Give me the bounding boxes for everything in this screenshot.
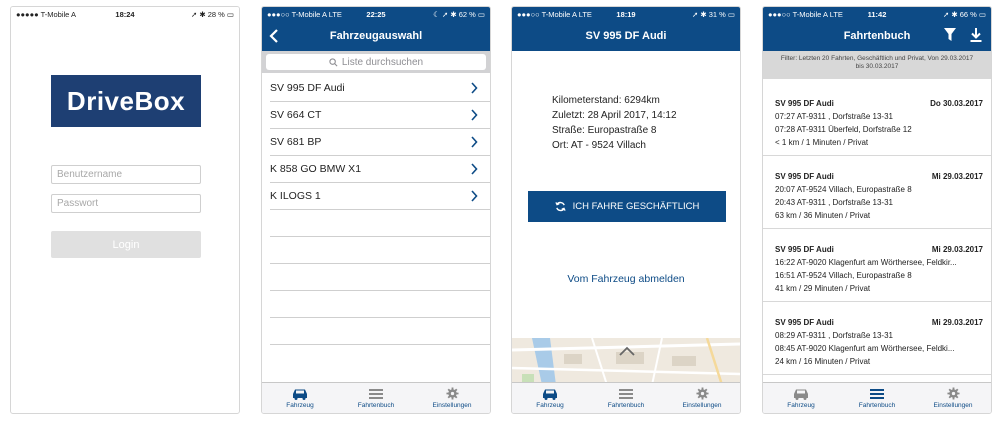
empty-row xyxy=(270,318,490,345)
list-icon xyxy=(869,388,885,400)
list-item[interactable] xyxy=(270,75,490,102)
trip-vehicle: SV 995 DF Audi xyxy=(775,245,834,254)
nav-tools xyxy=(943,27,983,43)
list-icon xyxy=(618,388,634,400)
page-title: Fahrzeugauswahl xyxy=(329,30,423,42)
last-seen-text: Zuletzt: 28 April 2017, 14:12 xyxy=(552,110,677,121)
list-item[interactable] xyxy=(763,229,991,302)
filter-summary: Filter: Letzten 20 Fahrten, Geschäftlich und Privat, Von 29.03.2017 bis 30.03.2017 xyxy=(763,51,991,79)
car-icon xyxy=(291,388,309,400)
tab-logbook[interactable] xyxy=(839,383,915,413)
clock: 18:24 xyxy=(115,9,135,19)
carrier-label: ●●●○○ T-Mobile A LTE xyxy=(768,9,843,19)
business-drive-label: ICH FAHRE GESCHÄFTLICH xyxy=(572,201,700,212)
battery-label: ☾ ➚ ✱ 62 % ▭ xyxy=(433,9,485,19)
vehicle-label: SV 681 BP xyxy=(270,136,322,148)
gear-icon xyxy=(947,387,960,400)
trip-vehicle: SV 995 DF Audi xyxy=(775,318,834,327)
tab-bar xyxy=(763,382,991,413)
trip-start: 07:27 AT-9311 , Dorfstraße 13-31 xyxy=(775,112,893,121)
filter-icon[interactable] xyxy=(943,27,957,43)
nav-bar xyxy=(262,21,490,51)
search-icon xyxy=(329,58,338,67)
tab-label: Einstellungen xyxy=(432,402,472,409)
tab-settings[interactable] xyxy=(414,383,490,413)
battery-label: ➚ ✱ 31 % ▭ xyxy=(691,9,735,19)
trip-end: 08:45 AT-9020 Klagenfurt am Wörthersee, Feldki... xyxy=(775,344,955,353)
tab-label: Einstellungen xyxy=(933,402,973,409)
tab-label: Fahrtenbuch xyxy=(607,401,645,409)
list-item[interactable] xyxy=(270,129,490,156)
trip-start: 20:07 AT-9524 Villach, Europastraße 8 xyxy=(775,185,912,194)
vehicle-list xyxy=(270,75,490,345)
vehicle-info xyxy=(552,93,677,153)
trip-vehicle: SV 995 DF Audi xyxy=(775,172,834,181)
empty-row xyxy=(270,237,490,264)
empty-row xyxy=(270,264,490,291)
back-arrow-icon[interactable] xyxy=(266,26,284,46)
list-item[interactable] xyxy=(763,302,991,375)
trip-date: Mi 29.03.2017 xyxy=(931,318,983,327)
trip-summary: 63 km / 36 Minuten / Privat xyxy=(775,211,871,220)
vehicle-label: K ILOGS 1 xyxy=(270,190,321,202)
tab-vehicle[interactable] xyxy=(512,383,588,413)
login-button[interactable]: Login xyxy=(51,231,201,258)
vehicle-detail-screen xyxy=(511,6,741,414)
download-icon[interactable] xyxy=(969,27,983,43)
battery-label: ➚ ✱ 66 % ▭ xyxy=(942,9,986,19)
place-text: Ort: AT - 9524 Villach xyxy=(552,140,646,151)
carrier-label: ●●●●● T-Mobile A xyxy=(16,9,77,19)
tab-label: Fahrzeug xyxy=(787,401,815,409)
clock: 18:19 xyxy=(616,9,636,19)
tab-vehicle[interactable] xyxy=(262,383,338,413)
login-screen xyxy=(10,6,240,414)
chevron-right-icon xyxy=(470,190,478,202)
chevron-right-icon xyxy=(470,163,478,175)
trip-list xyxy=(763,83,991,375)
chevron-right-icon xyxy=(470,136,478,148)
page-title: SV 995 DF Audi xyxy=(585,30,667,42)
tab-settings[interactable] xyxy=(915,383,991,413)
page-title: Fahrtenbuch xyxy=(843,30,911,42)
vehicle-label: SV 664 CT xyxy=(270,109,322,121)
username-field[interactable] xyxy=(51,165,201,184)
tab-label: Fahrtenbuch xyxy=(357,401,395,409)
status-bar xyxy=(11,7,239,21)
trip-summary: 24 km / 16 Minuten / Privat xyxy=(775,357,871,366)
clock: 22:25 xyxy=(366,9,386,19)
list-item[interactable] xyxy=(763,156,991,229)
search-placeholder: Liste durchsuchen xyxy=(341,56,424,68)
tab-label: Fahrtenbuch xyxy=(858,401,896,409)
tab-bar xyxy=(512,382,740,413)
trip-start: 08:29 AT-9311 , Dorfstraße 13-31 xyxy=(775,331,893,340)
trip-vehicle: SV 995 DF Audi xyxy=(775,99,834,108)
business-drive-button[interactable] xyxy=(528,191,726,222)
list-icon xyxy=(368,388,384,400)
vehicle-label: SV 995 DF Audi xyxy=(270,82,345,94)
list-item[interactable] xyxy=(270,183,490,210)
trip-date: Mi 29.03.2017 xyxy=(931,245,983,254)
trip-end: 16:51 AT-9524 Villach, Europastraße 8 xyxy=(775,271,912,280)
tab-settings[interactable] xyxy=(664,383,740,413)
list-item[interactable] xyxy=(763,83,991,156)
unregister-vehicle-link[interactable]: Vom Fahrzeug abmelden xyxy=(567,273,685,285)
nav-bar xyxy=(763,21,991,51)
tab-logbook[interactable] xyxy=(338,383,414,413)
password-field[interactable] xyxy=(51,194,201,213)
search-input[interactable] xyxy=(266,54,486,70)
empty-row xyxy=(270,210,490,237)
clock: 11:42 xyxy=(867,9,887,19)
tab-bar xyxy=(262,382,490,413)
tab-logbook[interactable] xyxy=(588,383,664,413)
trip-end: 07:28 AT-9311 Überfeld, Dorfstraße 12 xyxy=(775,125,912,134)
trip-summary: < 1 km / 1 Minuten / Privat xyxy=(775,138,869,147)
tab-vehicle[interactable] xyxy=(763,383,839,413)
nav-bar xyxy=(512,21,740,51)
car-icon xyxy=(792,388,810,400)
tab-label: Einstellungen xyxy=(682,402,722,409)
chevron-right-icon xyxy=(470,109,478,121)
carrier-label: ●●●○○ T-Mobile A LTE xyxy=(267,9,342,19)
tab-label: Fahrzeug xyxy=(286,401,314,409)
status-bar xyxy=(763,7,991,21)
chevron-up-icon[interactable] xyxy=(618,345,636,357)
status-bar xyxy=(512,7,740,21)
trip-date: Do 30.03.2017 xyxy=(930,99,983,108)
trip-start: 16:22 AT-9020 Klagenfurt am Wörthersee, Feldkir... xyxy=(775,258,957,267)
trip-end: 20:43 AT-9311 , Dorfstraße 13-31 xyxy=(775,198,893,207)
logbook-screen xyxy=(762,6,992,414)
vehicle-label: K 858 GO BMW X1 xyxy=(270,163,362,175)
list-item[interactable] xyxy=(270,156,490,183)
vehicle-selection-screen xyxy=(261,6,491,414)
search-bar xyxy=(262,51,490,73)
list-item[interactable] xyxy=(270,102,490,129)
battery-label: ➚ ✱ 28 % ▭ xyxy=(190,9,234,19)
status-bar xyxy=(262,7,490,21)
tab-label: Fahrzeug xyxy=(536,401,564,409)
gear-icon xyxy=(696,387,709,400)
trip-date: Mi 29.03.2017 xyxy=(931,172,983,181)
chevron-right-icon xyxy=(470,82,478,94)
drivebox-logo: DriveBox xyxy=(51,75,201,127)
trip-summary: 41 km / 29 Minuten / Privat xyxy=(775,284,871,293)
carrier-label: ●●●○○ T-Mobile A LTE xyxy=(517,9,592,19)
mileage-text: Kilometerstand: 6294km xyxy=(552,95,660,106)
street-text: Straße: Europastraße 8 xyxy=(552,125,657,136)
car-icon xyxy=(541,388,559,400)
empty-row xyxy=(270,291,490,318)
gear-icon xyxy=(446,387,459,400)
refresh-icon xyxy=(555,201,566,212)
